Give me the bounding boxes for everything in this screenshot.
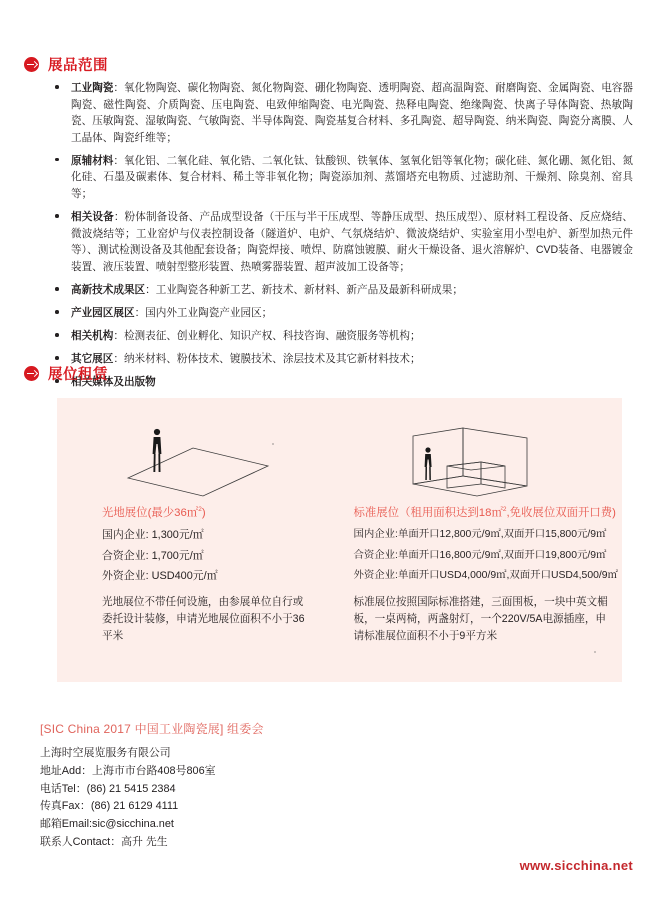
standard-price-title-pre: 标准展位（租用面积达到18㎡ bbox=[353, 506, 503, 519]
exhibit-scope-heading bbox=[24, 54, 108, 75]
list-item bbox=[55, 153, 633, 203]
list-item-text bbox=[71, 153, 633, 203]
standard-booth-price-list bbox=[354, 525, 617, 587]
price-line: 国内企业:单面开口12,800元/9㎡,双面开口15,800元/9㎡ bbox=[353, 529, 607, 540]
contact-fax: 传真Fax：(86) 21 6129 4111 bbox=[40, 800, 179, 813]
price-line: 外资企业: USD400元/㎡ bbox=[102, 570, 218, 582]
list-item-text bbox=[71, 328, 633, 345]
arrow-circle-icon bbox=[24, 366, 39, 381]
open-space-price-list bbox=[102, 525, 334, 587]
list-item-body: ：纳米材料、粉体技术、镀膜技术、涂层技术及其它新材料技术； bbox=[113, 353, 421, 366]
list-item-text bbox=[71, 209, 633, 275]
bullet-dot-icon bbox=[55, 153, 71, 162]
scan-speck bbox=[594, 651, 596, 653]
website-url[interactable]: www.sicchina.net bbox=[519, 858, 633, 873]
price-line: 外资企业:单面开口USD4,000/9㎡,双面开口USD4,500/9㎡ bbox=[353, 570, 618, 581]
list-item-text bbox=[71, 305, 633, 322]
list-item-label: 其它展区 bbox=[71, 353, 114, 366]
bullet-dot-icon bbox=[55, 328, 71, 337]
bullet-dot-icon bbox=[55, 209, 71, 218]
open-space-booth-column bbox=[57, 398, 340, 682]
open-space-booth-illustration bbox=[57, 408, 340, 504]
list-item-label: 产业园区展区 bbox=[71, 307, 135, 320]
booth-rental-panel bbox=[57, 398, 622, 682]
standard-booth-illustration bbox=[340, 408, 623, 504]
scan-speck bbox=[262, 352, 264, 354]
price-line: 国内企业: 1,300元/㎡ bbox=[102, 529, 204, 541]
square-meter-superscript: 2 bbox=[198, 506, 202, 513]
standard-booth-column bbox=[340, 398, 623, 682]
price-line: 合资企业: 1,700元/㎡ bbox=[102, 549, 204, 562]
bullet-dot-icon bbox=[55, 305, 71, 314]
section-title: 展位租赁 bbox=[48, 367, 108, 383]
contact-list bbox=[40, 745, 216, 852]
price-line: 合资企业:单面开口16,800元/9㎡,双面开口19,800元/9㎡ bbox=[353, 549, 607, 561]
scan-speck bbox=[272, 443, 274, 445]
list-item bbox=[55, 209, 633, 275]
list-item-label: 原辅材料 bbox=[71, 154, 114, 167]
list-item bbox=[55, 305, 633, 322]
exhibit-scope-list bbox=[55, 80, 633, 398]
contact-telephone: 电话Tel：(86) 21 5415 2384 bbox=[40, 782, 176, 795]
list-item-body: ：工业陶瓷各种新工艺、新技术、新材料、新产品及最新科研成果； bbox=[145, 284, 463, 297]
open-space-booth-note: 光地展位不带任何设施，由参展单位自行或委托设计装修，申请光地展位面积不小于36平米 bbox=[102, 596, 305, 642]
list-item-text bbox=[71, 80, 633, 146]
list-item-text bbox=[71, 282, 633, 299]
organizer-title: [SIC China 2017 中国工业陶瓷展] 组委会 bbox=[40, 722, 264, 736]
standard-booth-price-title bbox=[353, 502, 616, 521]
standard-price-title-post: ,免收展位双面开口费) bbox=[506, 506, 616, 519]
section-title: 展品范围 bbox=[48, 58, 108, 74]
list-item-label: 相关设备 bbox=[71, 211, 114, 224]
open-space-price-title bbox=[102, 502, 330, 521]
square-meter-superscript: 2 bbox=[502, 506, 507, 513]
contact-person: 联系人Contact：高升 先生 bbox=[40, 835, 168, 848]
list-item-body: ：检测表征、创业孵化、知识产权、科技咨询、融资服务等机构； bbox=[113, 330, 421, 343]
list-item-body: ：氧化铝、二氧化硅、氧化锆、二氧化钛、钛酸钡、铁氧体、氢氧化铝等氧化物；碳化硅、氮化硼、氮化铝、氮化硅、石墨及碳素体、复合材料、稀土等非氧化物；陶瓷添加剂、蒸馏塔充电物质、过滤助剂、干燥剂、除臭剂、窑具等； bbox=[71, 154, 634, 201]
list-item-label: 高新技术成果区 bbox=[71, 284, 146, 297]
contact-email: 邮箱Email:sic@sicchina.net bbox=[40, 818, 174, 831]
list-item-body: ：国内外工业陶瓷产业园区； bbox=[134, 307, 273, 320]
list-item-label: 相关机构 bbox=[71, 330, 114, 343]
list-item-text bbox=[71, 351, 633, 368]
list-item-label: 相关媒体及出版物 bbox=[71, 376, 156, 389]
open-space-price-title-pre: 光地展位(最少36㎡ bbox=[102, 506, 199, 519]
bullet-dot-icon bbox=[55, 282, 71, 291]
bullet-dot-icon bbox=[55, 351, 71, 360]
bullet-dot-icon bbox=[55, 80, 71, 89]
list-item bbox=[55, 80, 633, 146]
contact-company: 上海时空展览服务有限公司 bbox=[40, 747, 171, 759]
arrow-circle-icon bbox=[24, 57, 39, 72]
open-space-price-title-post: ) bbox=[201, 506, 206, 519]
list-item bbox=[55, 374, 633, 391]
contact-address: 地址Add：上海市市台路408号806室 bbox=[40, 764, 216, 777]
list-item-body: ：粉体制备设备、产品成型设备（干压与半干压成型、等静压成型、热压成型）、原材料工程设备、反应烧结、微波烧结等；工业窑炉与仪表控制设备（隧道炉、电炉、气氛烧结炉、微波烧结炉、实验室用小型电炉、新型加热元件等）、测试检测设备及其他配套设备；陶瓷焊接、喷焊、防腐蚀镀膜、耐火干燥设备、退火溶解炉、CVD装备、电器镀金装置、液压装置、喷射型整形装置、热喷雾器装置、超声波加工设备等； bbox=[71, 211, 633, 273]
list-item-label: 工业陶瓷 bbox=[71, 82, 114, 94]
list-item bbox=[55, 351, 633, 368]
list-item-body: ：氧化物陶瓷、碳化物陶瓷、氮化物陶瓷、硼化物陶瓷、透明陶瓷、超高温陶瓷、耐磨陶瓷、金属陶瓷、电容器陶瓷、磁性陶瓷、介质陶瓷、压电陶瓷、电致伸缩陶瓷、电光陶瓷、热释电陶瓷、绝缘陶瓷、快离子导体陶瓷、热敏陶瓷、压敏陶瓷、湿敏陶瓷、气敏陶瓷、半导体陶瓷、陶瓷基复合材料、多孔陶瓷、超导陶瓷、纳米陶瓷、陶瓷分离膜、人工晶体、陶瓷纤维等； bbox=[71, 82, 634, 144]
standard-booth-note: 标准展位按照国际标准搭建，三面围板，一块中英文楣板，一桌两椅，两盏射灯，一个220V/5A电源插座，申请标准展位面积不小于9平方米 bbox=[353, 596, 608, 642]
list-item bbox=[55, 282, 633, 299]
booth-rental-heading bbox=[24, 363, 108, 384]
list-item bbox=[55, 328, 633, 345]
list-item-text bbox=[71, 374, 633, 391]
